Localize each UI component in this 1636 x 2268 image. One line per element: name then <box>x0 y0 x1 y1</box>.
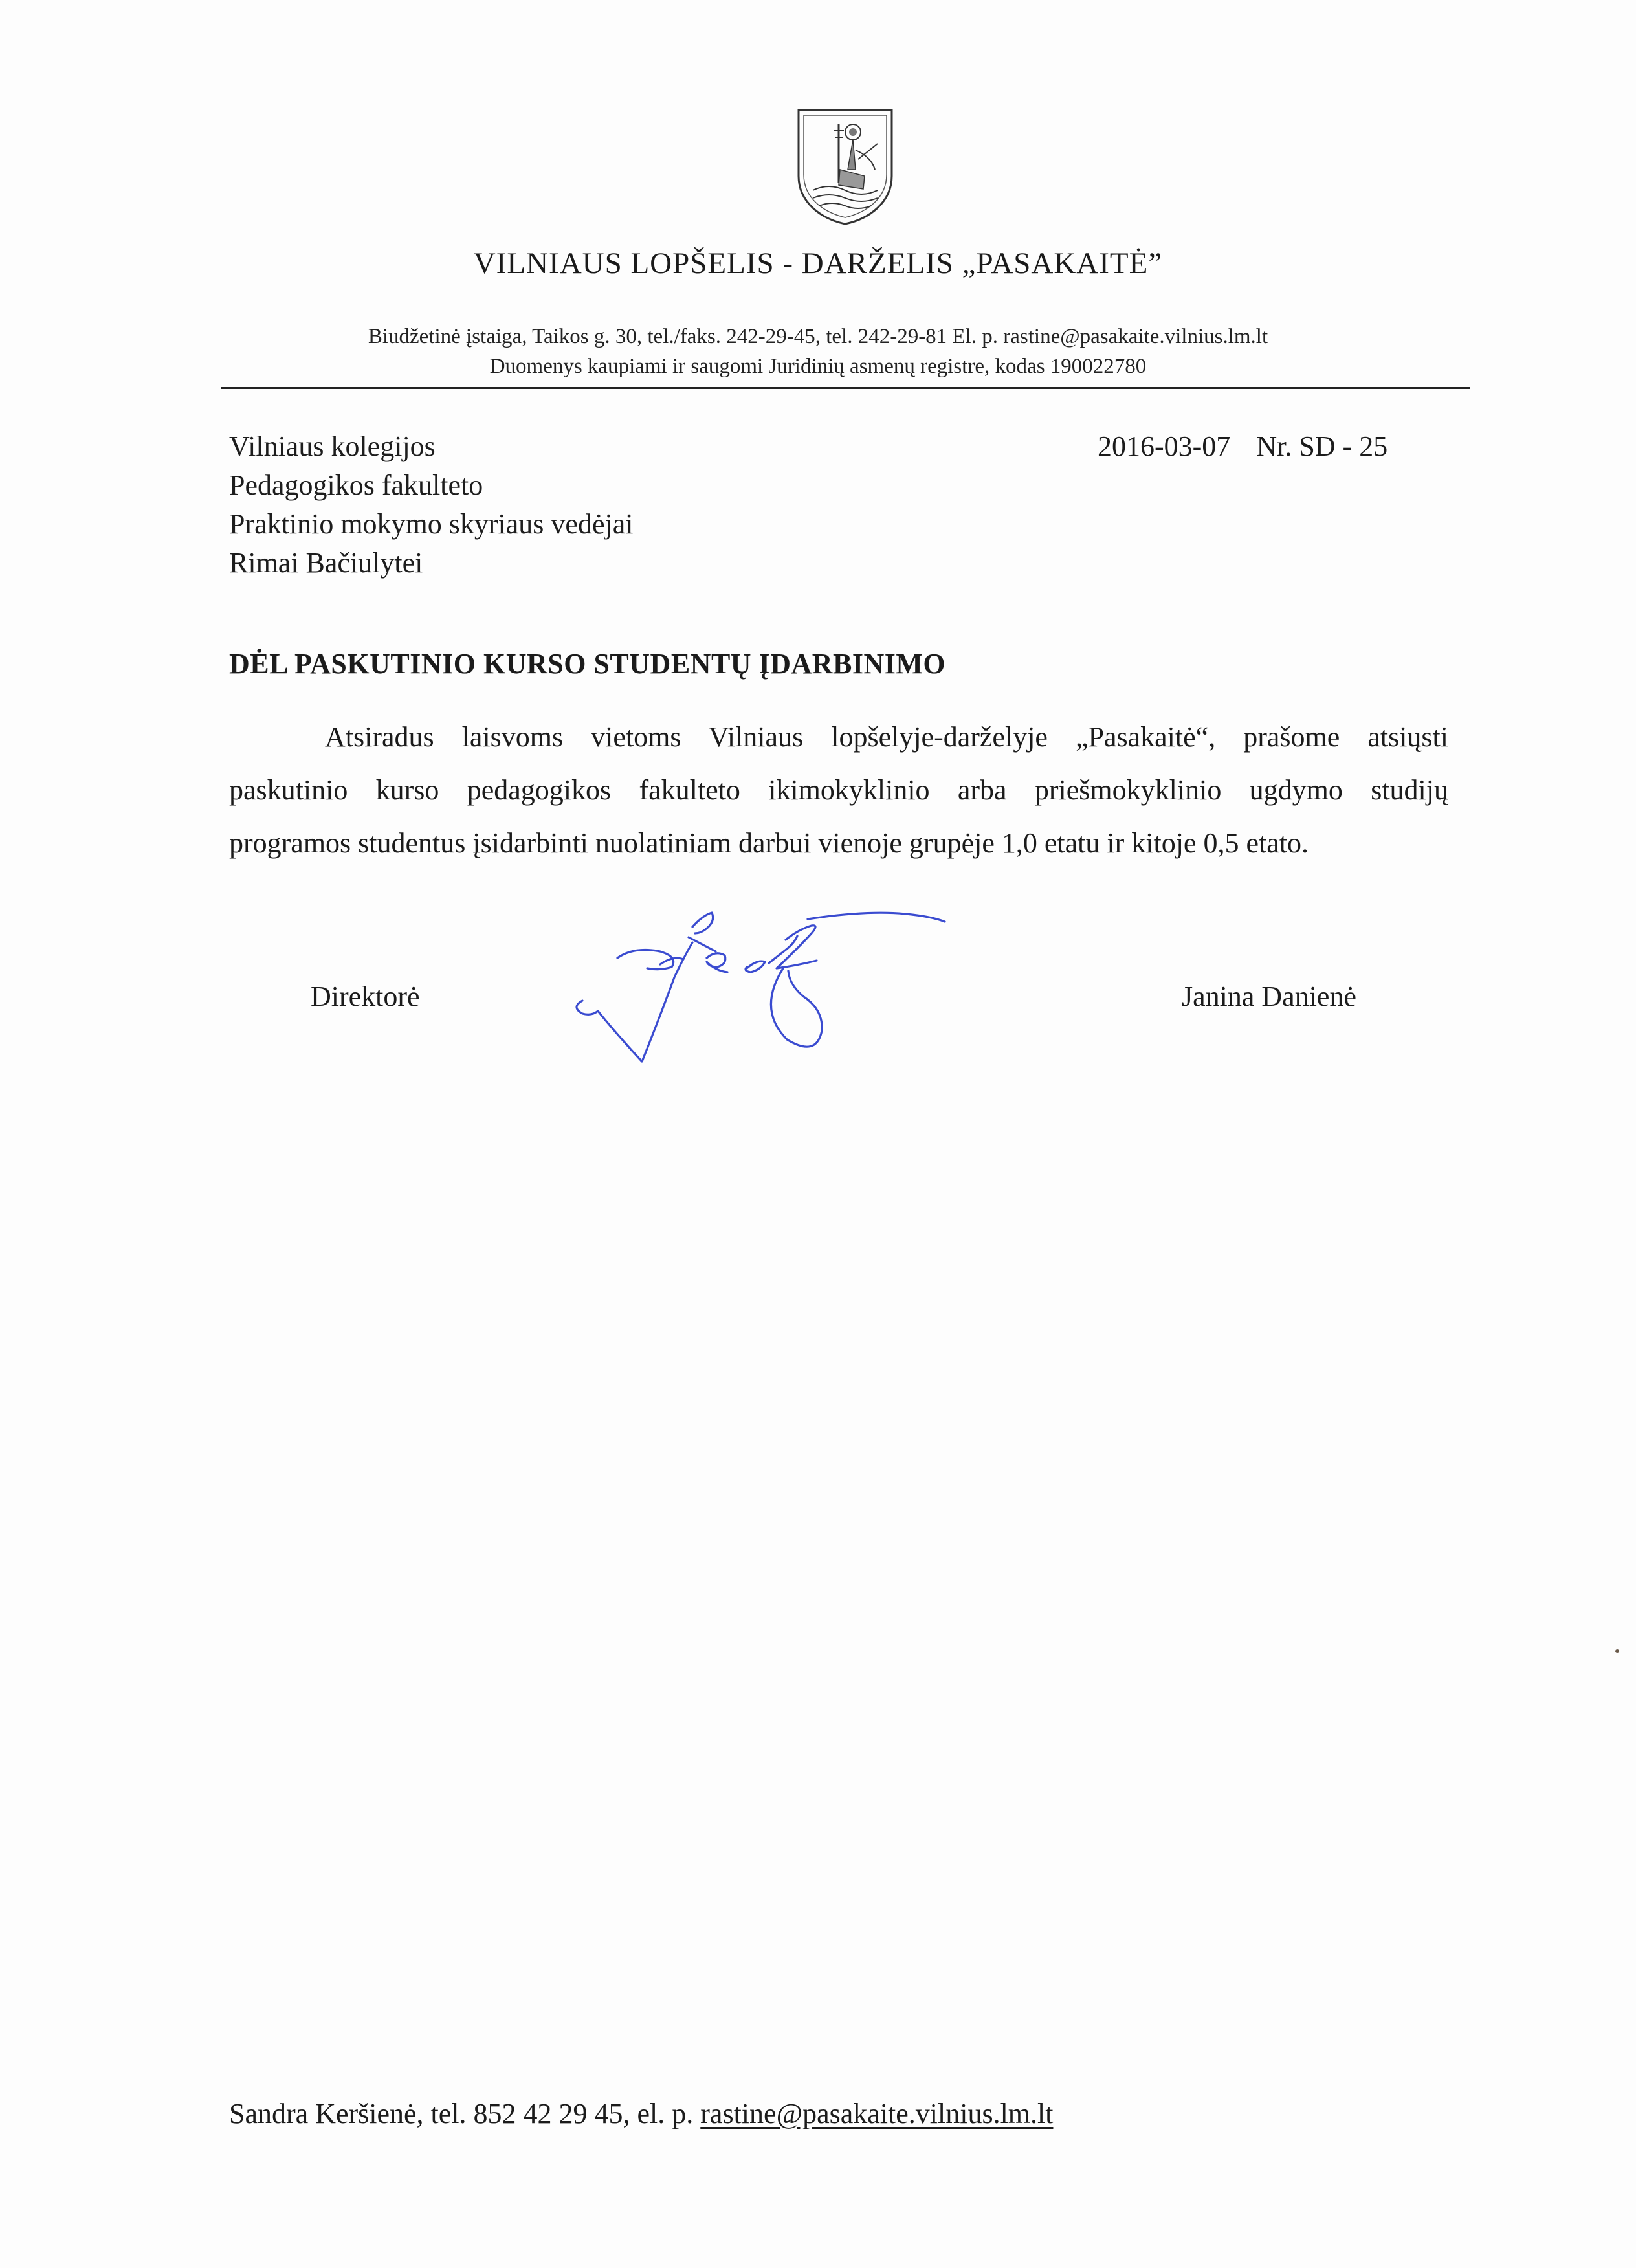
document-number: Nr. SD - 25 <box>1256 430 1388 462</box>
document-subject: DĖL PASKUTINIO KURSO STUDENTŲ ĮDARBINIMO <box>229 648 946 680</box>
body-line: programos studentus įsidarbinti nuolatiniam darbui vienoje grupėje 1,0 etatu ir kitoje 0,5 etato. <box>229 827 1309 859</box>
signer-name: Janina Danienė <box>1182 981 1356 1012</box>
organization-address: Biudžetinė įstaiga, Taikos g. 30, tel./faks. 242-29-45, tel. 242-29-81 El. p. rastine@pasakaite.vilnius.lm.lt <box>368 325 1268 348</box>
recipient-line: Vilniaus kolegijos <box>229 430 436 462</box>
vilnius-coat-of-arms-icon <box>793 105 897 228</box>
handwritten-signature <box>563 887 1042 1074</box>
contact-footer <box>229 2097 1053 2130</box>
contact-email-link[interactable]: rastine@pasakaite.vilnius.lm.lt <box>700 2098 1054 2129</box>
signer-role: Direktorė <box>311 981 420 1012</box>
header-divider <box>221 387 1470 389</box>
organization-registry: Duomenys kaupiami ir saugomi Juridinių asmenų registre, kodas 190022780 <box>489 355 1147 378</box>
body-line: paskutinio kurso pedagogikos fakulteto ikimokyklinio arba priešmokyklinio ugdymo studijų <box>229 774 1448 806</box>
body-paragraph <box>229 711 1448 870</box>
organization-title: VILNIAUS LOPŠELIS - DARŽELIS „PASAKAITĖ” <box>473 247 1163 280</box>
contact-text: Sandra Keršienė, tel. 852 42 29 45, el. p. <box>229 2098 701 2129</box>
body-line: Atsiradus laisvoms vietoms Vilniaus lopšelyje-darželyje „Pasakaitė“, prašome atsiųsti <box>325 721 1448 753</box>
document-date: 2016-03-07 <box>1098 430 1231 462</box>
recipient-line: Praktinio mokymo skyriaus vedėjai <box>229 508 634 540</box>
recipient-line: Rimai Bačiulytei <box>229 547 423 579</box>
document-reference <box>1098 427 1387 466</box>
scan-speck <box>1615 1649 1619 1653</box>
recipient-block <box>229 427 633 583</box>
recipient-line: Pedagogikos fakulteto <box>229 469 483 501</box>
